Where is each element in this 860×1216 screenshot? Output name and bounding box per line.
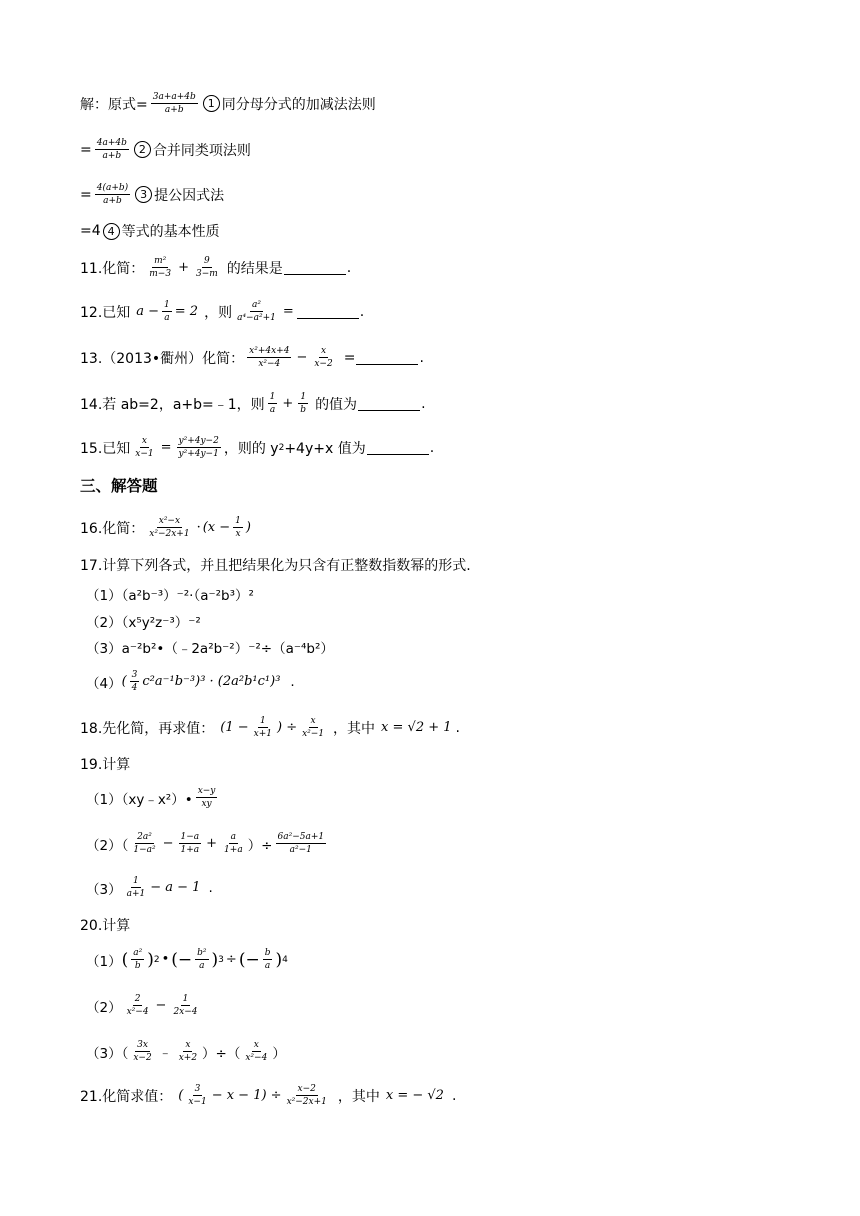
solution-line-2 bbox=[80, 138, 251, 162]
exponent: 3 bbox=[218, 954, 224, 965]
solution-prefix: 解：原式= bbox=[80, 96, 148, 113]
equals-sign: = bbox=[80, 186, 92, 203]
question-12 bbox=[80, 300, 364, 324]
dot-operator: • bbox=[161, 952, 170, 968]
exponent: 4 bbox=[282, 954, 288, 965]
equals-sign: = bbox=[282, 304, 294, 320]
fraction: $\frac{\text{2a²}}{\text{1−a²}}$ bbox=[133, 832, 156, 856]
period: . bbox=[359, 303, 365, 320]
math-expr: ( bbox=[178, 1088, 184, 1104]
question-text: 的值为 bbox=[315, 396, 358, 413]
period: . bbox=[429, 439, 435, 456]
fraction: $\frac{x}{x-2}$ bbox=[314, 346, 333, 370]
question-19: 19.计算 bbox=[80, 757, 131, 773]
question-text: ，其中 bbox=[337, 1088, 380, 1105]
minus-sign: − bbox=[162, 836, 174, 852]
period: . bbox=[290, 673, 295, 690]
fraction: $\frac{1}{a}$ bbox=[164, 300, 170, 324]
fraction: $\frac{\text{y²+4y−2}}{\text{y²+4y−1}}$ bbox=[178, 436, 219, 460]
dot-operator: · bbox=[196, 520, 201, 536]
fraction: $\frac{\text{x²+4x+4}}{\text{x²−4}}$ bbox=[249, 346, 290, 370]
item-label: （2）（ bbox=[86, 837, 129, 854]
math-expr: = 2 bbox=[174, 304, 199, 320]
item-label: （3）（ bbox=[86, 1045, 129, 1062]
question-18 bbox=[80, 716, 460, 740]
fraction: $\frac{9}{3-m}$ bbox=[195, 256, 218, 280]
item-label: （3） bbox=[86, 881, 122, 898]
q19-item-3 bbox=[86, 876, 213, 900]
fraction: $\frac{\text{a²}}{b}$ bbox=[133, 948, 143, 972]
fraction: $\frac{1}{x+1}$ bbox=[253, 716, 272, 740]
question-label: 18.先化简，再求值： bbox=[80, 720, 215, 737]
math-expr: (1 − bbox=[220, 720, 249, 736]
fraction: $\frac{x}{\text{x²−4}}$ bbox=[245, 1040, 268, 1064]
question-13 bbox=[80, 346, 424, 370]
math-expr: x = − √2 bbox=[385, 1088, 444, 1104]
q20-item-1: （1） ( $\frac{\text{a²}}{b}$ ) 2 • (− $\frac{\text{b²}}{a}$ ) 3 ÷ (− $\frac{b}{a}$ ) 4 bbox=[86, 948, 288, 972]
step-mark: 1 bbox=[203, 95, 220, 112]
question-label: 14.若 ab=2，a+b=﹣1，则 bbox=[80, 396, 265, 413]
item-text: ）÷（ bbox=[202, 1045, 241, 1062]
fraction: $\frac{1}{2x-4}$ bbox=[173, 994, 198, 1018]
fraction: $\frac{1-a}{1+a}$ bbox=[180, 832, 200, 856]
q17-item-2: （2）（x⁵y²z⁻³）⁻² bbox=[86, 615, 201, 631]
solution-line-3 bbox=[80, 183, 224, 207]
minus-sign: ﹣ bbox=[158, 1046, 172, 1062]
fraction: $\frac{x-2}{\text{x²−2x+1}}$ bbox=[286, 1084, 327, 1108]
fraction: $\frac{x}{x+2}$ bbox=[178, 1040, 198, 1064]
plus-sign: + bbox=[206, 836, 218, 852]
fraction: $\frac{2}{\text{x²−4}}$ bbox=[126, 994, 149, 1018]
fraction: $\frac{a}{1+a}$ bbox=[224, 832, 243, 856]
answer-blank[interactable] bbox=[358, 397, 420, 411]
fraction: $\frac{b}{a}$ bbox=[264, 948, 271, 972]
question-text: ，其中 bbox=[333, 720, 376, 737]
question-label: 13.（2013•衢州）化简： bbox=[80, 350, 245, 367]
question-label: 21.化简求值： bbox=[80, 1088, 173, 1105]
question-11 bbox=[80, 256, 351, 280]
question-label: 11.化简： bbox=[80, 260, 145, 277]
answer-blank[interactable] bbox=[367, 441, 429, 455]
period: . bbox=[451, 1087, 457, 1104]
minus-sign: − bbox=[296, 350, 308, 366]
item-label: （2） bbox=[86, 999, 122, 1016]
plus-sign: + bbox=[282, 396, 294, 412]
step-rule: 提公因式法 bbox=[154, 187, 225, 204]
question-17: 17.计算下列各式，并且把结果化为只含有正整数指数幂的形式. bbox=[80, 558, 471, 574]
plus-sign: + bbox=[178, 260, 189, 276]
step-rule: 等式的基本性质 bbox=[121, 224, 220, 240]
math-expr: ) bbox=[245, 520, 251, 536]
fraction: $\frac{4a+4b}{a+b}$ bbox=[96, 138, 127, 162]
question-label: 12.已知 bbox=[80, 304, 131, 321]
q20-item-2 bbox=[86, 994, 203, 1018]
fraction: $\frac{x}{\text{x²−1}}$ bbox=[302, 716, 325, 740]
fraction: $\frac{\text{b²}}{a}$ bbox=[197, 948, 207, 972]
math-expr: c²a⁻¹b⁻³)³ · (2a²b¹c¹)³ bbox=[142, 674, 281, 690]
period: . bbox=[419, 349, 424, 366]
item-label: （4） bbox=[86, 675, 122, 692]
equals-sign: = bbox=[160, 440, 172, 456]
minus-sign: − bbox=[155, 998, 167, 1014]
step-mark: 2 bbox=[134, 141, 151, 158]
q19-item-1 bbox=[86, 786, 220, 810]
period: . bbox=[346, 259, 352, 276]
equals-sign: = bbox=[80, 141, 92, 158]
period: . bbox=[421, 395, 426, 412]
fraction: $\frac{1}{a}$ bbox=[269, 392, 276, 416]
question-text: +4y+x 值为 bbox=[284, 440, 366, 457]
math-expr: a − bbox=[136, 304, 160, 320]
fraction: $\frac{x}{x-1}$ bbox=[135, 436, 154, 460]
solution-line-1 bbox=[80, 92, 376, 116]
fraction: $\frac{4(a+b)}{a+b}$ bbox=[96, 183, 129, 207]
fraction: $\frac{1}{x}$ bbox=[235, 516, 241, 540]
answer-blank[interactable] bbox=[284, 261, 346, 275]
item-label: （1） bbox=[86, 953, 122, 970]
q17-item-3: （3）a⁻²b²•（﹣2a²b⁻²）⁻²÷（a⁻⁴b²） bbox=[86, 641, 334, 657]
q17-item-1: （1）（a²b⁻³）⁻²·（a⁻²b³）² bbox=[86, 588, 254, 604]
fraction: $\frac{1}{a+1}$ bbox=[126, 876, 146, 900]
answer-blank[interactable] bbox=[297, 305, 359, 319]
fraction: $\frac{\text{x²−x}}{\text{x²−2x+1}}$ bbox=[149, 516, 190, 540]
step-mark: 4 bbox=[103, 223, 120, 240]
question-text: 的结果是 bbox=[226, 260, 283, 277]
fraction: $\frac{\text{6a²−5a+1}}{\text{a²−1}}$ bbox=[277, 832, 325, 856]
step-rule: 合并同类项法则 bbox=[152, 142, 251, 159]
math-expr: ) ÷ bbox=[276, 720, 298, 736]
question-21 bbox=[80, 1084, 456, 1108]
question-14 bbox=[80, 392, 426, 416]
answer-blank[interactable] bbox=[356, 351, 418, 365]
solution-line-4 bbox=[80, 221, 220, 241]
step-rule: 同分母分式的加减法法则 bbox=[221, 96, 376, 113]
q19-item-2 bbox=[86, 832, 329, 856]
item-text: ） bbox=[272, 1045, 286, 1062]
question-16 bbox=[80, 516, 251, 540]
fraction: $\frac{3}{4}$ bbox=[131, 670, 138, 694]
fraction: $\frac{\text{a²}}{\text{a⁴−a²+1}}$ bbox=[237, 300, 276, 324]
divide-operator: ÷ bbox=[225, 952, 237, 968]
question-text: ，则的 y bbox=[223, 440, 279, 457]
equals-sign: = bbox=[343, 349, 356, 366]
period: . bbox=[455, 719, 460, 736]
section-heading: 三、解答题 bbox=[80, 477, 158, 495]
question-label: 16.化简： bbox=[80, 520, 145, 537]
step-mark: 3 bbox=[135, 186, 152, 203]
q20-item-3 bbox=[86, 1040, 286, 1064]
q17-item-4: （4） ( $\frac{3}{4}$ c²a⁻¹b⁻³)³ · (2a²b¹c¹)³ . bbox=[86, 670, 295, 694]
fraction: $\frac{3x}{x-2}$ bbox=[133, 1040, 152, 1064]
question-15 bbox=[80, 436, 434, 460]
fraction: $\frac{x-y}{xy}$ bbox=[197, 786, 216, 810]
question-text: ，则 bbox=[204, 304, 233, 321]
item-text: ）÷ bbox=[247, 837, 273, 854]
exponent: 2 bbox=[153, 954, 160, 965]
fraction: $\frac{3a+a+4b}{a+b}$ bbox=[152, 92, 196, 116]
period: . bbox=[208, 879, 213, 896]
equals-value: =4 bbox=[80, 223, 101, 239]
fraction: $\frac{3}{x-1}$ bbox=[188, 1084, 207, 1108]
fraction: $\frac{1}{b}$ bbox=[300, 392, 307, 416]
question-20: 20.计算 bbox=[80, 918, 131, 934]
superscript: 2 bbox=[278, 442, 285, 453]
math-expr: (x − bbox=[202, 520, 231, 536]
fraction: $\frac{\text{m²}}{m-3}$ bbox=[149, 256, 172, 280]
item-label: （1）（xy﹣x²）• bbox=[86, 791, 193, 808]
math-expr: x = √2 + 1 bbox=[381, 720, 452, 736]
math-expr: − x − 1) ÷ bbox=[211, 1088, 282, 1104]
question-label: 15.已知 bbox=[80, 440, 131, 457]
math-expr: − a − 1 bbox=[150, 880, 201, 896]
